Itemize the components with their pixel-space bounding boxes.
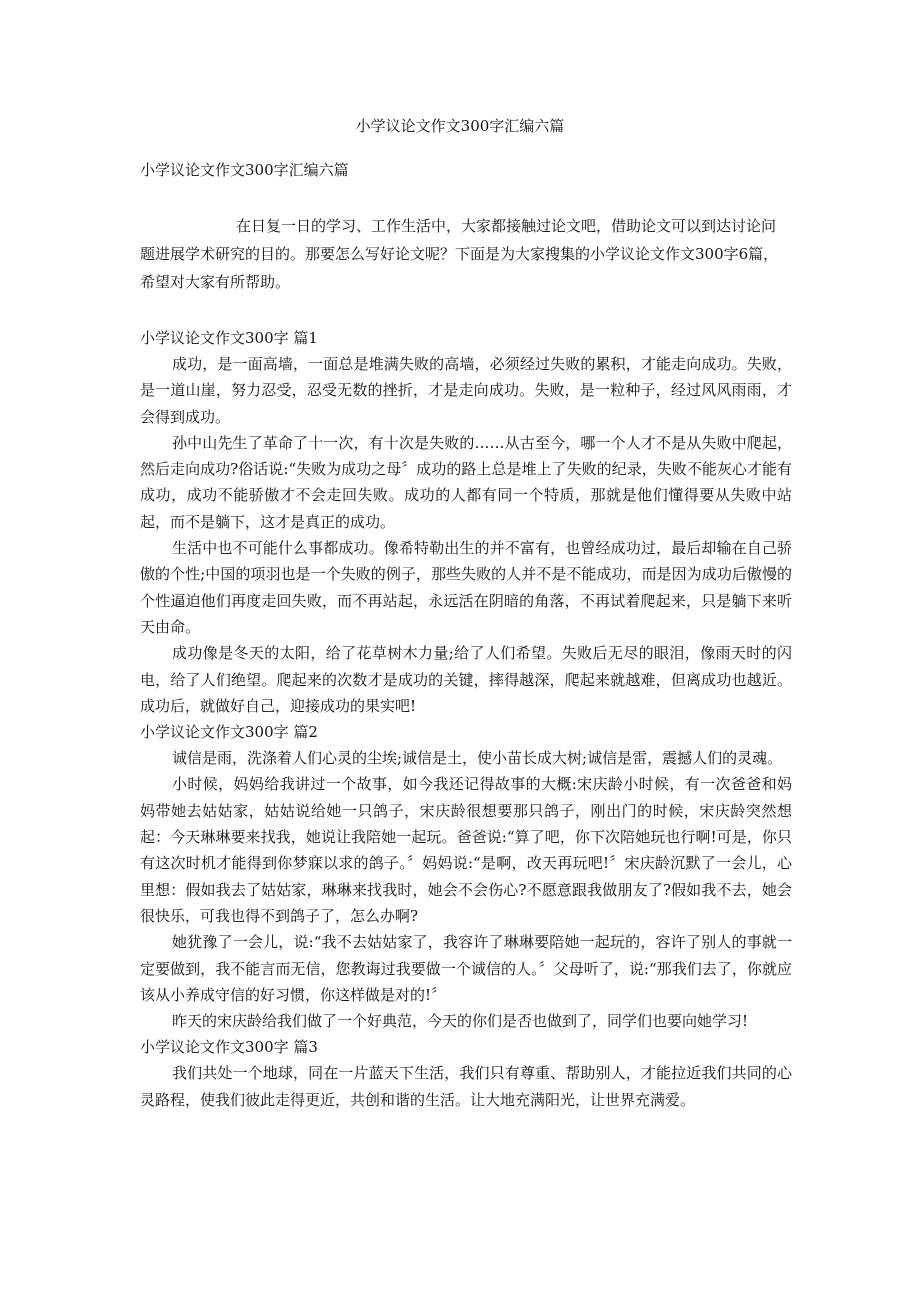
section-heading: 小学议论文作文300字 篇2 bbox=[140, 723, 318, 742]
paragraph: 我们共处一个地球，同在一片蓝天下生活，我们只有尊重、帮助别人，才能拉近我们共同的心灵路程，使我们彼此走得更近，共创和谐的生活。让大地充满阳光，让世界充满爱。 bbox=[140, 1064, 792, 1109]
paragraph: 她犹豫了一会儿，说:“我不去姑姑家了，我容许了琳琳要陪她一起玩的，容许了别人的事就一定要做到，我不能言而无信，您教诲过我要做一个诚信的人。〞父母听了，说:“那我们去了，你就应该从小养成守信的好习惯，你这样做是对的!〞 bbox=[140, 933, 792, 1004]
paragraph: 孙中山先生了革命了十一次，有十次是失败的……从古至今，哪一个人才不是从失败中爬起，然后走向成功?俗话说:“失败为成功之母〞成功的路上总是堆上了失败的纪录，失败不能灰心才能有成功，成功不能骄傲才不会走回失败。成功的人都有同一个特质，那就是他们懂得要从失败中站起，而不是躺下，这才是真正的成功。 bbox=[140, 433, 792, 531]
document-title: 小学议论文作文300字汇编六篇 bbox=[355, 117, 565, 135]
paragraph: 成功，是一面高墙，一面总是堆满失败的高墙，必须经过失败的累积，才能走向成功。失败，是一道山崖，努力忍受，忍受无数的挫折，才是走向成功。失败，是一粒种子，经过风风雨雨，才会得到成功。 bbox=[140, 355, 792, 426]
document-subtitle: 小学议论文作文300字汇编六篇 bbox=[140, 161, 349, 179]
article-body bbox=[140, 325, 792, 1113]
paragraph: 诚信是雨，洗涤着人们心灵的尘埃;诚信是土，使小苗长成大树;诚信是雷，震撼人们的灵魂。 bbox=[172, 749, 783, 768]
paragraph: 生活中也不可能什么事都成功。像希特勒出生的并不富有，也曾经成功过，最后却输在自己骄傲的个性;中国的项羽也是一个失败的例子，那些失败的人并不是不能成功，而是因为成功后傲慢的个性逼迫他们再度走回失败，而不再站起，永远活在阴暗的角落，不再试着爬起来，只是躺下来听天由命。 bbox=[140, 539, 792, 636]
intro-paragraph: 在日复一日的学习、工作生活中，大家都接触过论文吧，借助论文可以到达讨论问题进展学术研究的目的。那要怎么写好论文呢？下面是为大家搜集的小学议论文作文300字6篇，希望对大家有所帮助。 bbox=[140, 217, 779, 291]
section-heading: 小学议论文作文300字 篇3 bbox=[140, 1038, 318, 1057]
section-heading: 小学议论文作文300字 篇1 bbox=[140, 329, 318, 347]
paragraph: 成功像是冬天的太阳，给了花草树木力量;给了人们希望。失败后无尽的眼泪，像雨天时的闪电，给了人们绝望。爬起来的次数才是成功的关键，摔得越深，爬起来就越难，但离成功也越近。成功后，就做好自己，迎接成功的果实吧! bbox=[140, 644, 792, 715]
paragraph: 昨天的宋庆龄给我们做了一个好典范，今天的你们是否也做到了，同学们也要向她学习! bbox=[172, 1012, 749, 1031]
paragraph: 小时候，妈妈给我讲过一个故事，如今我还记得故事的大概:宋庆龄小时候，有一次爸爸和妈妈带她去姑姑家，姑姑说给她一只鸽子，宋庆龄很想要那只鸽子，刚出门的时候，宋庆龄突然想起：今天琳琳要来找我，她说让我陪她一起玩。爸爸说:“算了吧，你下次陪她玩也行啊!可是，你只有这次时机才能得到你梦寐以求的鸽子。〞妈妈说:“是啊，改天再玩吧!〞宋庆龄沉默了一会儿，心里想：假如我去了姑姑家，琳琳来找我时，她会不会伤心?不愿意跟我做朋友了?假如我不去，她会很快乐，可我也得不到鸽子了，怎么办啊? bbox=[140, 775, 792, 925]
